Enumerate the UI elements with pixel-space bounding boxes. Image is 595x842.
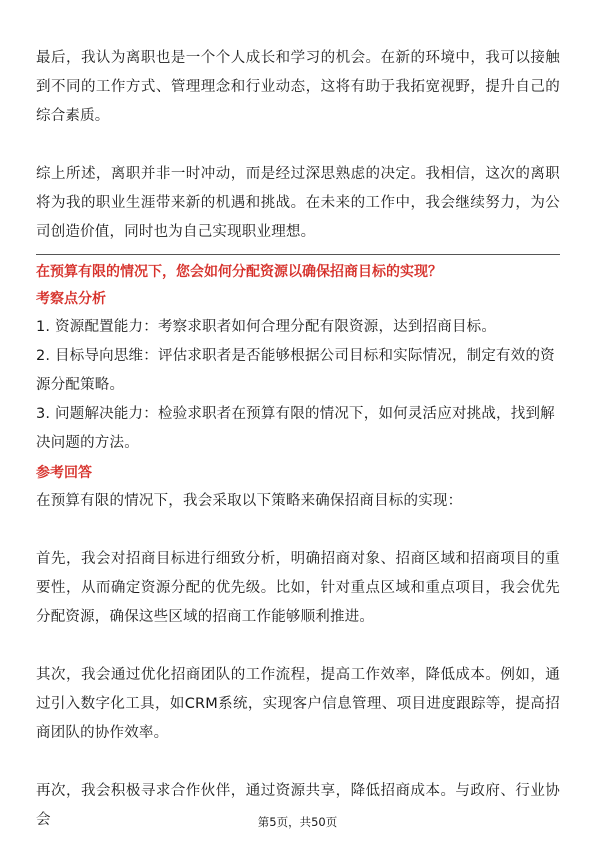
paragraph-spacer bbox=[36, 748, 560, 777]
paragraph-growth: 最后，我认为离职也是一个个人成长和学习的机会。在新的环境中，我可以接触到不同的工作方式、管理理念和行业动态，这将有助于我拓宽视野，提升自己的综合素质。 bbox=[36, 50, 560, 124]
analysis-title: 考察点分析 bbox=[36, 291, 106, 307]
paragraph-spacer bbox=[36, 131, 560, 160]
answer-title: 参考回答 bbox=[36, 465, 92, 481]
paragraph-conclusion: 综上所述，离职并非一时冲动，而是经过深思熟虑的决定。我相信，这次的离职将为我的职业生涯带来新的机遇和挑战。在未来的工作中，我会继续努力，为公司创造价值，同时也为自己实现职业理想。 bbox=[36, 166, 560, 240]
analysis-item: 1. 资源配置能力：考察求职者如何合理分配有限资源，达到招商目标。 bbox=[36, 319, 497, 335]
section-divider bbox=[36, 254, 560, 255]
paragraph-spacer bbox=[36, 516, 560, 545]
page-number-footer: 第5页，共50页 bbox=[257, 815, 338, 829]
analysis-item: 2. 目标导向思维：评估求职者是否能够根据公司目标和实际情况，制定有效的资源分配策略。 bbox=[36, 348, 555, 393]
analysis-item: 3. 问题解决能力：检验求职者在预算有限的情况下，如何灵活应对挑战，找到解决问题的方法。 bbox=[36, 406, 555, 451]
paragraph-spacer bbox=[36, 632, 560, 661]
answer-paragraph-third: 再次，我会积极寻求合作伙伴，通过资源共享，降低招商成本。与政府、行业协会 bbox=[36, 783, 560, 828]
answer-paragraph-second: 其次，我会通过优化招商团队的工作流程，提高工作效率，降低成本。例如，通过引入数字化工具，如CRM系统，实现客户信息管理、项目进度跟踪等，提高招商团队的协作效率。 bbox=[36, 667, 560, 741]
document-page bbox=[36, 44, 560, 835]
question-heading: 在预算有限的情况下，您会如何分配资源以确保招商目标的实现？ bbox=[36, 264, 442, 280]
answer-paragraph-first: 首先，我会对招商目标进行细致分析，明确招商对象、招商区域和招商项目的重要性，从而确定资源分配的优先级。比如，针对重点区域和重点项目，我会优先分配资源，确保这些区域的招商工作能够顺利推进。 bbox=[36, 551, 560, 625]
answer-intro: 在预算有限的情况下，我会采取以下策略来确保招商目标的实现： bbox=[36, 493, 463, 509]
